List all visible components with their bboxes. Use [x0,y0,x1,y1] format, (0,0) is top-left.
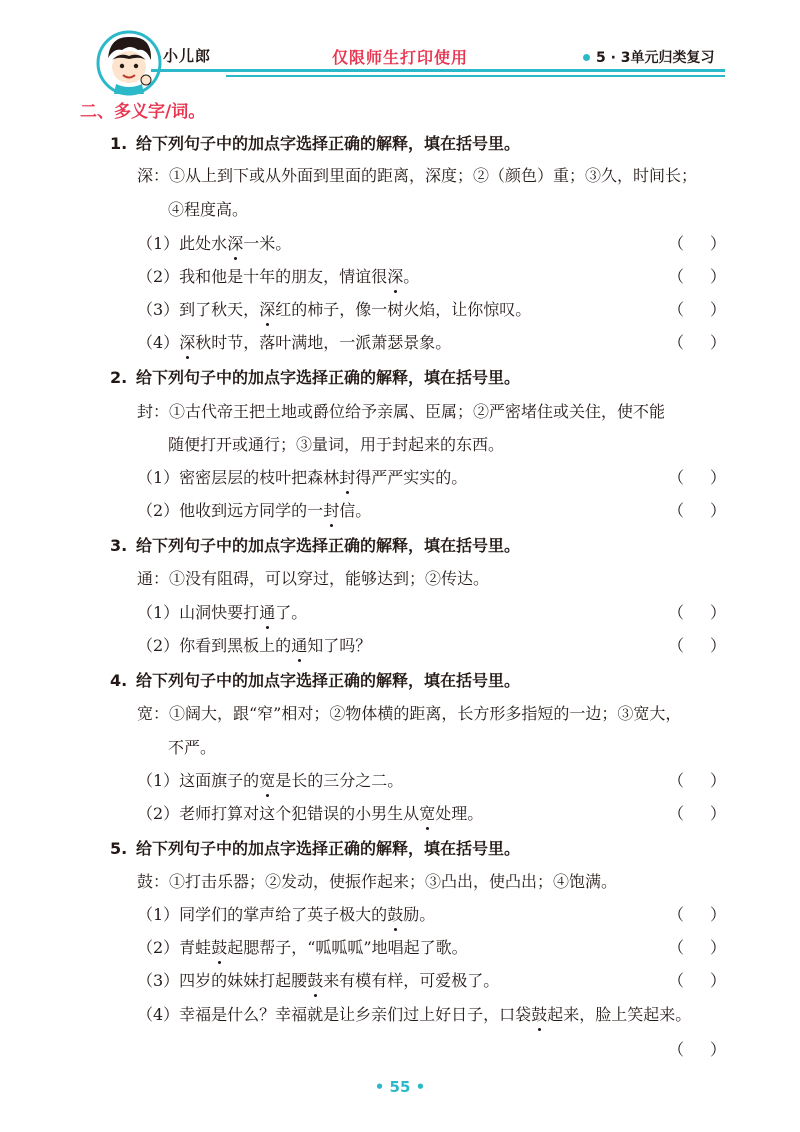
question-number: 2. [110,368,128,387]
sentence-text: 是长的三分之二。 [275,771,404,790]
sentence-item [137,902,435,925]
answer-blank[interactable] [668,902,726,925]
paren-close: ） [709,938,726,957]
sentence-text: （4） [137,333,180,352]
paren-close: ） [709,905,726,924]
header-rule-thin [226,75,725,77]
paren-open: （ [668,501,685,520]
dotted-char: 深 [227,234,244,253]
definition-line: ④程度高。 [168,200,249,219]
question-prompt: 给下列句子中的加点字选择正确的解释，填在括号里。 [136,839,521,858]
sentence-item [137,297,531,320]
dotted-char: 宽 [419,804,436,823]
paren-close: ） [709,501,726,520]
sentence-text: 知了吗？ [307,636,372,655]
sentence-text: （1）同学们的掌声给了英子极大的 [137,905,388,924]
paren-open: （ [668,267,685,286]
sentence-item [137,633,371,656]
sentence-text: 一米。 [243,234,292,253]
sentence-item [137,768,403,791]
answer-blank[interactable] [668,330,726,353]
sentence-item [137,801,483,824]
question-number: 1. [110,134,128,153]
answer-blank[interactable] [668,297,726,320]
answer-blank[interactable] [668,465,726,488]
unit-text: 5 · 3单元归类复习 [596,50,715,66]
sentence-text: 得严严实实的。 [355,468,468,487]
answer-blank[interactable] [668,1037,726,1060]
answer-blank[interactable] [668,935,726,958]
sentence-text: （1）山洞快要打 [137,603,260,622]
paren-close: ） [709,468,726,487]
sentence-text: （2）老师打算对这个犯错误的小男生从 [137,804,420,823]
dotted-char: 宽 [259,771,276,790]
paren-close: ） [709,267,726,286]
paren-open: （ [668,636,685,655]
paren-close: ） [709,636,726,655]
paren-close: ） [709,234,726,253]
sentence-item [137,264,419,287]
page-header [0,0,800,96]
sentence-item [137,935,468,958]
sentence-text: （1）此处水 [137,234,228,253]
dotted-char: 鼓 [387,905,404,924]
question-number: 4. [110,671,128,690]
paren-close: ） [709,603,726,622]
paren-close: ） [709,771,726,790]
paren-open: （ [668,333,685,352]
sentence-text: 秋时节，落叶满地，一派萧瑟景象。 [195,333,452,352]
paren-open: （ [668,468,685,487]
dotted-char: 深 [179,333,196,352]
usage-notice: 仅限师生打印使用 [331,48,468,67]
sentence-text: 。 [403,267,420,286]
sentence-text: 了。 [275,603,308,622]
answer-blank[interactable] [668,801,726,824]
question-number: 5. [110,839,128,858]
paren-close: ） [709,333,726,352]
sentence-text: （3）四岁的妹妹打起腰 [137,971,308,990]
paren-open: （ [668,971,685,990]
definition-line: 随便打开或通行；③量词，用于封起来的东西。 [168,435,505,454]
definition-line: 鼓：①打击乐器；②发动，使振作起来；③凸出，使凸出；④饱满。 [137,872,618,891]
question-prompt: 给下列句子中的加点字选择正确的解释，填在括号里。 [136,368,521,387]
sentence-item [137,600,307,623]
question-prompt: 给下列句子中的加点字选择正确的解释，填在括号里。 [136,134,521,153]
sentence-text: （2）我和他是十年的朋友，情谊很 [137,267,388,286]
sentence-text: （2）青蛙 [137,938,212,957]
dotted-char: 封 [323,501,340,520]
dotted-char: 封 [339,468,356,487]
dot-icon [583,54,590,61]
dotted-char: 鼓 [531,1005,548,1024]
question-title [110,131,520,154]
sentence-text: 起来，脸上笑起来。 [547,1005,692,1024]
definition-line: 封：①古代帝王把土地或爵位给予亲属、臣属；②严密堵住或关住，使不能 [137,402,666,421]
answer-blank[interactable] [668,633,726,656]
paren-open: （ [668,804,685,823]
sentence-item [137,1002,691,1025]
dotted-char: 鼓 [211,938,228,957]
sentence-text: 励。 [403,905,436,924]
sentence-text: 处理。 [435,804,484,823]
dotted-char: 鼓 [307,971,324,990]
answer-blank[interactable] [668,231,726,254]
question-title [110,365,520,388]
definition-line: 宽：①阔大，跟“窄”相对；②物体横的距离，长方形多指短的一边；③宽大， [137,704,682,723]
paren-close: ） [709,804,726,823]
paren-close: ） [709,1040,726,1059]
header-rule [151,69,725,72]
paren-open: （ [668,234,685,253]
paren-open: （ [668,771,685,790]
paren-open: （ [668,603,685,622]
answer-blank[interactable] [668,264,726,287]
sentence-item [137,231,291,254]
sentence-item [137,498,371,521]
sentence-text: （3）到了秋天， [137,300,260,319]
sentence-text: （2）你看到黑板上的 [137,636,292,655]
answer-blank[interactable] [668,498,726,521]
sentence-item [137,330,451,353]
definition-line: 深：①从上到下或从外面到里面的距离，深度；②（颜色）重；③久，时间长； [137,166,698,185]
sentence-item [137,968,499,991]
paren-open: （ [668,938,685,957]
paren-close: ） [709,971,726,990]
sentence-text: 信。 [339,501,372,520]
sentence-item [137,465,467,488]
answer-blank[interactable] [668,968,726,991]
dotted-char: 深 [387,267,404,286]
question-title [110,533,520,556]
sentence-text: 起腮帮子，“呱呱呱”地唱起了歌。 [227,938,468,957]
question-prompt: 给下列句子中的加点字选择正确的解释，填在括号里。 [136,536,521,555]
dotted-char: 通 [259,603,276,622]
definition-line: 通：①没有阻碍，可以穿过，能够达到；②传达。 [137,569,490,588]
dotted-char: 深 [259,300,276,319]
unit-label [583,47,715,67]
paren-close: ） [709,300,726,319]
question-number: 3. [110,536,128,555]
dotted-char: 通 [291,636,308,655]
question-title [110,668,520,691]
paren-open: （ [668,1040,685,1059]
sentence-text: （2）他收到远方同学的一 [137,501,324,520]
definition-line: 不严。 [168,738,217,757]
brand-name: 小儿郎 [163,47,212,65]
sentence-text: （1）这面旗子的 [137,771,260,790]
sentence-text: 红的柿子，像一树火焰，让你惊叹。 [275,300,532,319]
section-title: 二、多义字/词。 [80,102,206,122]
sentence-text: 来有模有样，可爱极了。 [323,971,500,990]
paren-open: （ [668,905,685,924]
answer-blank[interactable] [668,600,726,623]
question-title [110,836,520,859]
page-number: • 55 • [374,1078,426,1096]
question-prompt: 给下列句子中的加点字选择正确的解释，填在括号里。 [136,671,521,690]
answer-blank[interactable] [668,768,726,791]
sentence-text: （4）幸福是什么？幸福就是让乡亲们过上好日子，口袋 [137,1005,532,1024]
paren-open: （ [668,300,685,319]
sentence-text: （1）密密层层的枝叶把森林 [137,468,340,487]
